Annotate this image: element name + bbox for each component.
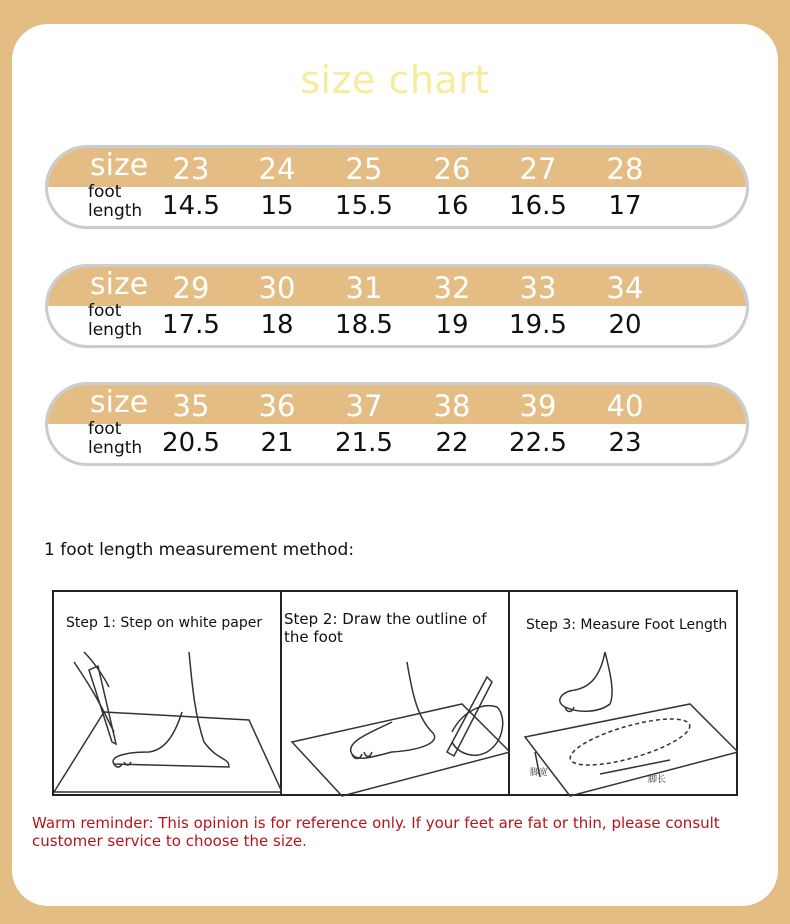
length-cell: 20.5 — [162, 428, 220, 458]
size-cell: 31 — [345, 271, 383, 305]
length-cell: 15.5 — [335, 191, 393, 221]
foot-label-line1: foot — [88, 419, 122, 439]
size-label: size — [90, 267, 149, 302]
steps-panel — [52, 590, 738, 796]
length-cell: 15 — [260, 191, 294, 221]
size-cell: 23 — [172, 152, 210, 186]
length-cell: 22.5 — [509, 428, 567, 458]
step-2 — [282, 592, 510, 794]
length-cell: 19.5 — [509, 310, 567, 340]
size-cell: 27 — [519, 152, 557, 186]
step-1-label: Step 1: Step on white paper — [66, 615, 263, 631]
foot-label-line1: foot — [88, 301, 122, 321]
size-cell: 36 — [258, 389, 296, 423]
length-cell: 19 — [435, 310, 469, 340]
size-cell: 29 — [172, 271, 210, 305]
page-title: size chart — [300, 58, 490, 102]
length-cell: 23 — [608, 428, 642, 458]
foot-length-label — [88, 302, 142, 340]
size-cell: 25 — [345, 152, 383, 186]
size-cell: 30 — [258, 271, 296, 305]
length-cell: 17.5 — [162, 310, 220, 340]
size-label: size — [90, 385, 149, 420]
size-cell: 32 — [433, 271, 471, 305]
length-cell: 22 — [435, 428, 469, 458]
size-cell: 24 — [258, 152, 296, 186]
size-cell: 40 — [606, 389, 644, 423]
warm-reminder: Warm reminder: This opinion is for reference only. If your feet are fat or thin, please consult customer service to choose the size. — [32, 814, 720, 850]
size-cell: 38 — [433, 389, 471, 423]
foot-length-label — [88, 183, 142, 221]
size-table-row-1 — [48, 148, 746, 226]
step-3-illustration — [510, 592, 738, 798]
length-cell: 20 — [608, 310, 642, 340]
step-1-illustration — [54, 592, 282, 798]
length-cell: 21.5 — [335, 428, 393, 458]
size-cell: 39 — [519, 389, 557, 423]
size-cell: 33 — [519, 271, 557, 305]
length-mark: 脚长 — [648, 775, 667, 785]
length-cell: 18.5 — [335, 310, 393, 340]
length-cell: 16.5 — [509, 191, 567, 221]
step-3 — [510, 592, 736, 794]
size-table-row-3 — [48, 385, 746, 463]
foot-label-line2: length — [88, 320, 143, 340]
method-title: 1 foot length measurement method: — [44, 540, 355, 560]
length-cell: 17 — [608, 191, 642, 221]
size-cell: 26 — [433, 152, 471, 186]
foot-label-line2: length — [88, 201, 143, 221]
size-cell: 37 — [345, 389, 383, 423]
step-2-label: Step 2: Draw the outline of the foot — [284, 610, 487, 646]
size-cell: 34 — [606, 271, 644, 305]
width-mark: 脚宽 — [530, 768, 549, 778]
length-cell: 18 — [260, 310, 294, 340]
length-cell: 16 — [435, 191, 469, 221]
size-table-row-2 — [48, 267, 746, 345]
size-label: size — [90, 148, 149, 183]
step-3-label: Step 3: Measure Foot Length — [526, 617, 728, 633]
length-cell: 14.5 — [162, 191, 220, 221]
length-cell: 21 — [260, 428, 294, 458]
step-2-illustration — [282, 592, 510, 798]
step-1 — [54, 592, 282, 794]
foot-label-line1: foot — [88, 182, 122, 202]
size-cell: 28 — [606, 152, 644, 186]
foot-length-label — [88, 420, 142, 458]
size-cell: 35 — [172, 389, 210, 423]
foot-label-line2: length — [88, 438, 143, 458]
